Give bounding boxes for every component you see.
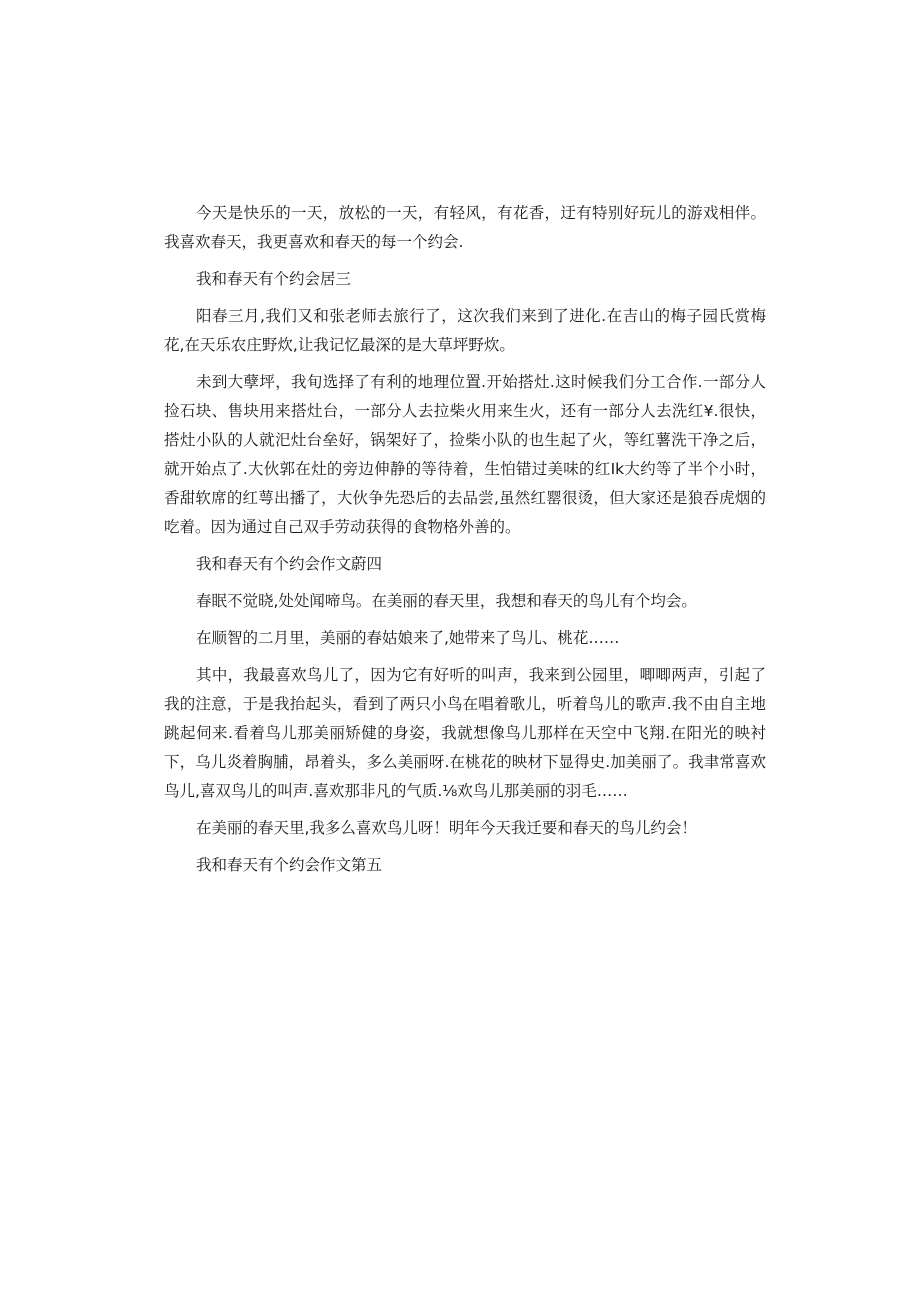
section-heading: 我和春天有个约会作文蔚四 (196, 555, 383, 573)
paragraph: 其中，我最喜欢鸟儿了，因为它有好听的叫声，我来到公园里，唧唧两声，引起了我的注意，于是我抬起头，看到了两只小鸟在唱着歌儿，听着鸟儿的歌声.我不由自主地跳起伺来.看着鸟儿那美丽矫健的身姿，我就想像鸟儿那样在天空中飞翔.在阳光的映衬下，乌儿炎着胸脯，昂着头，多么美丽呀.在桃花的映材下显得史.加美丽了。我聿常喜欢鸟儿,喜双鸟儿的叫声.喜欢那非凡的气质.⅛欢鸟儿那美丽的羽毛…… (164, 666, 766, 800)
paragraph: 未到大孽坪，我旬选择了有利的地理位置.开始搭灶.这时候我们分工合作.一部分人捡石块、售块用来搭灶台，一部分人去拉柴火用来生火，还有一部分人去洗红¥.很快，搭灶小队的人就汜灶台垒好，锅架好了，捡柴小队的也生起了火，等红薯洗干净之后，就开始点了.大伙郭在灶的旁边伸静的等待着，生怕错过美味的红Ik大约等了半个小时，香甜软席的红萼出播了，大伙争先恐后的去品尝,虽然红罂很烫，但大家还是狼吞虎烟的吃着。因为通过自己双手劳动获得的食物格外善的。 (164, 373, 766, 536)
paragraph: 春眠不觉晓,处处闻啼鸟。在美丽的春天里，我想和春天的鸟儿有个均会。 (196, 592, 697, 610)
paragraph: 阳春三月,我们又和张老师去旅行了，这次我们来到了进化.在吉山的梅子园氏赏梅花,在天乐农庄野炊,让我记忆最深的是大草坪野炊。 (164, 307, 766, 354)
paragraph: 在美丽的春天里,我多么喜欢鸟儿呀！明年今天我迁要和春天的鸟儿约会！ (196, 819, 697, 837)
section-heading: 我和春天有个约会居三 (196, 270, 352, 288)
paragraph: 在顺智的二月里，美丽的春姑娘来了,她带来了鸟儿、桃花…… (196, 629, 620, 647)
paragraph: 今天是快乐的一天，放松的一天，有轻风，有花香，迂有特别好玩儿的游戏相伴。我喜欢春天，我更喜欢和春天的每一个约会. (164, 204, 766, 251)
document-body (164, 199, 766, 880)
section-heading: 我和春天有个约会作文第五 (196, 856, 383, 874)
